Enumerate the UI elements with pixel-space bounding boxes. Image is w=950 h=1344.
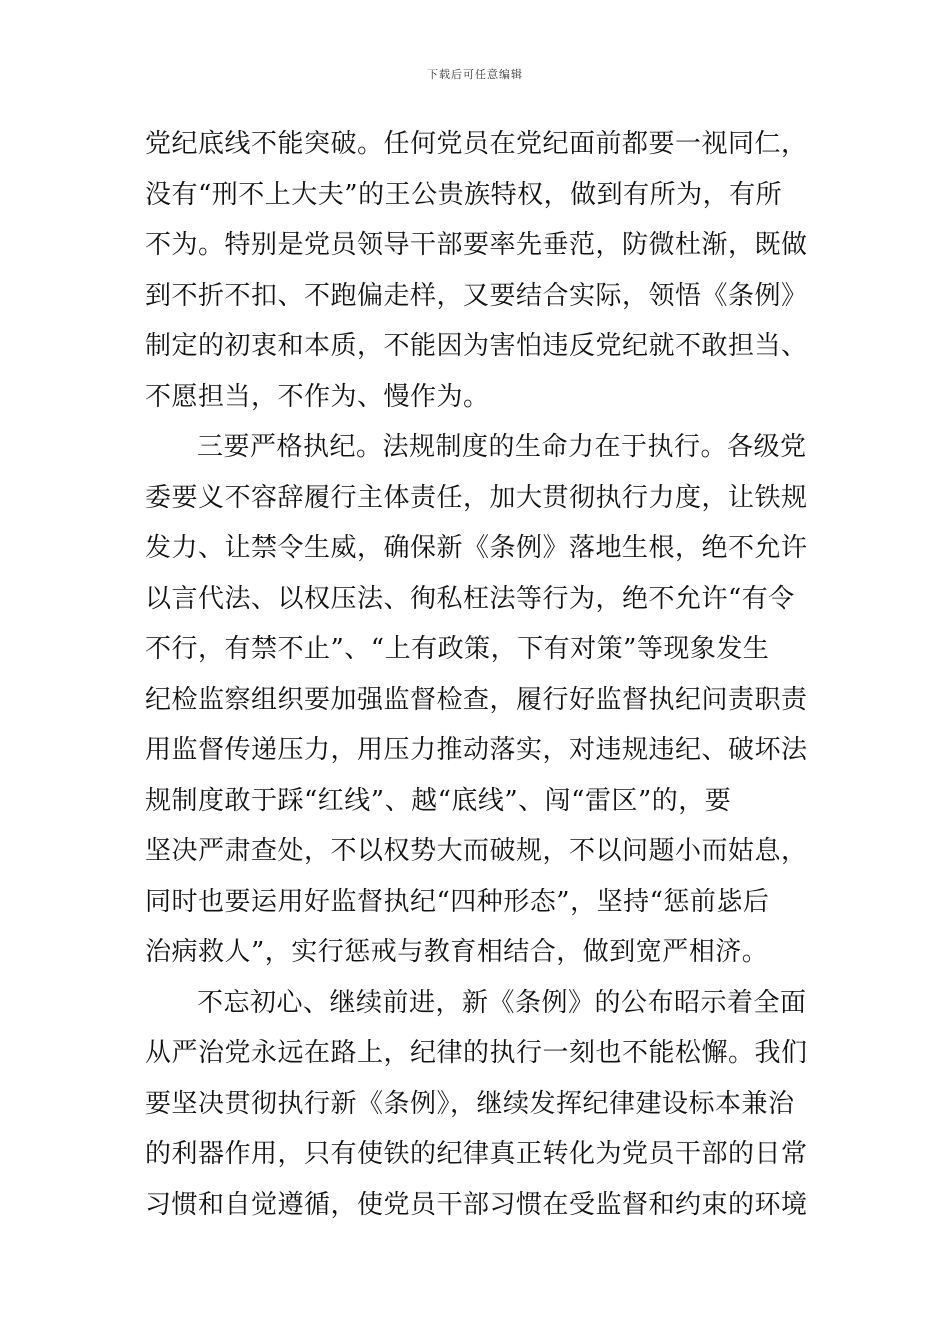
text-line: 委要义不容辞履行主体责任，加大贯彻执行力度，让铁规 — [145, 482, 808, 513]
text-line: 以言代法、以权压法、徇私枉法等行为，绝不允许“有令 — [145, 583, 795, 614]
text-line: 不愿担当，不作为、慢作为。 — [145, 381, 490, 412]
text-line: 习惯和自觉遵循，使党员干部习惯在受监督和约束的环境 — [145, 1189, 808, 1220]
text-line: 不行，有禁不止”、“上有政策，下有对策”等现象发生 — [145, 634, 770, 664]
text-line: 规制度敢于踩“红线”、越“底线”、闯“雷区”的，要 — [145, 785, 732, 816]
text-line: 治病救人”，实行惩戒与教育相结合，做到宽严相济。 — [145, 937, 769, 967]
text-line: 要坚决贯彻执行新《条例》，继续发挥纪律建设标本兼治 — [145, 1088, 795, 1119]
text-line: 不为。特别是党员领导干部要率先垂范，防微杜渐，既做 — [145, 230, 808, 260]
text-line: 没有“刑不上大夫”的王公贵族特权，做到有所为，有所 — [145, 179, 783, 210]
text-line: 从严治党永远在路上，纪律的执行一刻也不能松懈。我们 — [145, 1038, 808, 1068]
text-line: 的利器作用，只有使铁的纪律真正转化为党员干部的日常 — [145, 1139, 808, 1169]
text-line: 纪检监察组织要加强监督检查，履行好监督执纪问责职责 — [145, 684, 808, 715]
text-line: 三要严格执纪。法规制度的生命力在于执行。各级党 — [197, 432, 807, 462]
text-line: 制定的初衷和本质，不能因为害怕违反党纪就不敢担当、 — [145, 331, 808, 361]
text-line: 坚决严肃查处，不以权势大而破规，不以问题小而姑息， — [145, 836, 808, 866]
text-line: 发力、让禁令生威，确保新《条例》落地生根，绝不允许 — [145, 533, 808, 563]
text-line: 同时也要运用好监督执纪“四种形态”，坚持“惩前毖后 — [145, 886, 770, 917]
document-body — [145, 119, 810, 1230]
text-line: 不忘初心、继续前进，新《条例》的公布昭示着全面 — [197, 987, 807, 1018]
text-line: 党纪底线不能突破。任何党员在党纪面前都要一视同仁， — [145, 129, 808, 159]
page-header: 下载后可任意编辑 — [427, 68, 523, 81]
text-line: 到不折不扣、不跑偏走样，又要结合实际，领悟《条例》 — [145, 280, 808, 311]
text-line: 用监督传递压力，用压力推动落实，对违规违纪、破坏法 — [145, 735, 808, 765]
